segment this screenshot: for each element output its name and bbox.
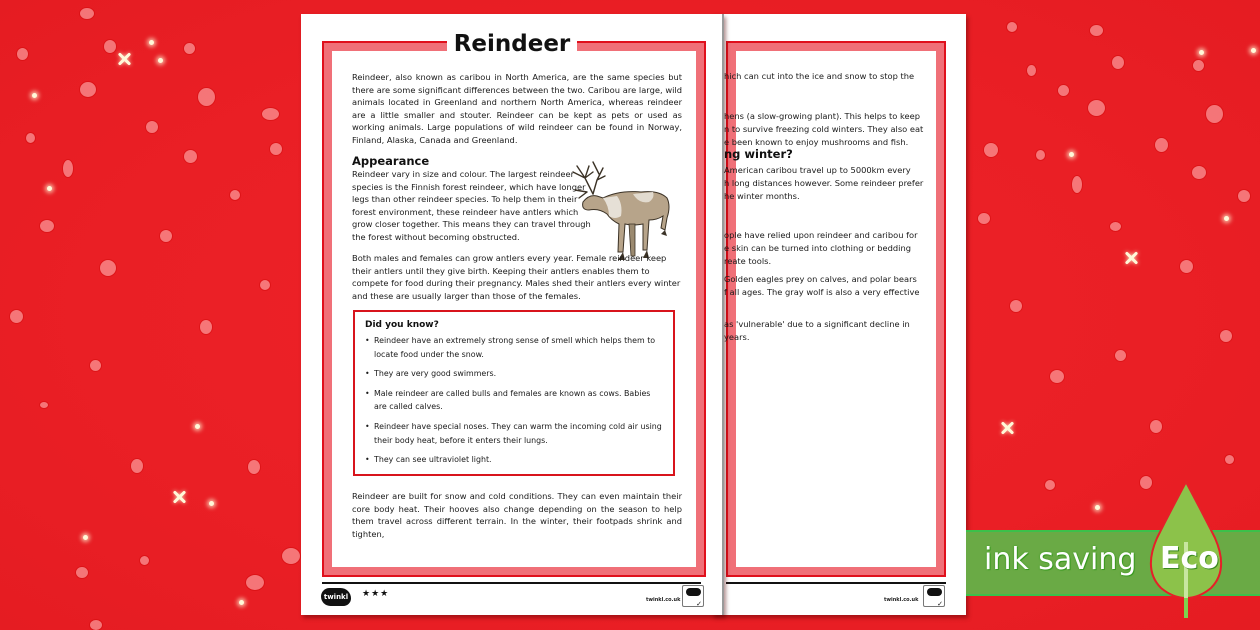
- text-line: as 'vulnerable' due to a significant decline in: [724, 319, 910, 329]
- fact-item: • Male reindeer are called bulls and females are known as cows. Babies are called calves.: [365, 387, 665, 414]
- text-line: e been known to enjoy mushrooms and fish.: [724, 137, 909, 147]
- antlers-paragraph: Both males and females can grow antlers every year. Female reindeer keep their antlers until they give birth. Keeping their antlers enables them to compete for food during their pregnancy. Males shed their antlers every winter and these are usually larger than those of the females.: [352, 253, 681, 301]
- fact-item: • Reindeer have special noses. They can warm the incoming cold air using their body heat, before it enters their lungs.: [365, 420, 665, 447]
- text-line: reate tools.: [724, 256, 772, 266]
- page-2-text: [724, 64, 924, 544]
- text-line: h long distances however. Some reindeer prefer: [724, 178, 924, 188]
- facts-list: [365, 334, 665, 473]
- difficulty-stars: ★★★: [362, 589, 390, 599]
- text-line: ople have relied upon reindeer and caribou for: [724, 230, 918, 240]
- footer-divider: [322, 582, 701, 584]
- fact-item: • Reindeer have an extremely strong sense of smell which helps them to locate food under the snow.: [365, 334, 665, 361]
- text-line: f all ages. The gray wolf is also a very effective: [724, 287, 920, 297]
- text-line: American caribou travel up to 5000km every: [724, 165, 911, 175]
- did-you-know-box: [353, 310, 675, 476]
- fact-item: • They are very good swimmers.: [365, 367, 665, 381]
- worksheet-page-1: [301, 14, 724, 615]
- page-title: Reindeer: [453, 31, 571, 57]
- adaptation-paragraph: Reindeer are built for snow and cold conditions. They can even maintain their core body heat. Their hooves also change depending on the season to help them travel across different terrain. In the winter, their footpads shrink and tighten,: [352, 491, 682, 539]
- text-line: e skin can be turned into clothing or bedding: [724, 243, 911, 253]
- text-line: n to survive freezing cold winters. They also eat: [724, 124, 924, 134]
- text-line: hich can cut into the ice and snow to stop the: [724, 71, 915, 81]
- appearance-paragraph: Reindeer vary in size and colour. The largest reindeer species is the Finnish forest reindeer, which have longer legs than other reindeer species. To help them in their forest environment, these reindeer have antlers which grow closer together. This means they can travel through the forest without becoming obstructed.: [352, 169, 591, 242]
- appearance-heading: Appearance: [352, 154, 430, 168]
- footer-divider: [726, 582, 946, 584]
- text-line: years.: [724, 332, 750, 342]
- site-url: twinkl.co.uk: [646, 597, 681, 603]
- site-url: twinkl.co.uk: [884, 597, 919, 603]
- quality-badge-icon: [682, 585, 704, 607]
- text-line: hens (a slow-growing plant). This helps to keep: [724, 111, 920, 121]
- twinkl-logo: twinkl: [321, 588, 351, 606]
- section-heading: ng winter?: [724, 147, 793, 161]
- quality-badge-icon: [923, 585, 945, 607]
- did-you-know-heading: Did you know?: [365, 320, 439, 330]
- text-line: Golden eagles prey on calves, and polar bears: [724, 274, 917, 284]
- text-line: he winter months.: [724, 191, 800, 201]
- ink-saving-label: ink saving: [984, 542, 1137, 577]
- fact-item: • They can see ultraviolet light.: [365, 453, 665, 467]
- intro-paragraph: Reindeer, also known as caribou in North America, are the same species but there are some significant differences between the two. Caribou are large, wild animals located in Greenland and northern North America, whereas reindeer are a little smaller and stouter. Reindeer can be kept as pets or used as working animals. Large populations of wild reindeer can be found in Norway, Finland, Alaska, Canada and Greenland.: [352, 72, 682, 145]
- eco-label: Eco: [1160, 541, 1219, 576]
- worksheet-page-2: [712, 14, 966, 615]
- title-container: [447, 30, 577, 58]
